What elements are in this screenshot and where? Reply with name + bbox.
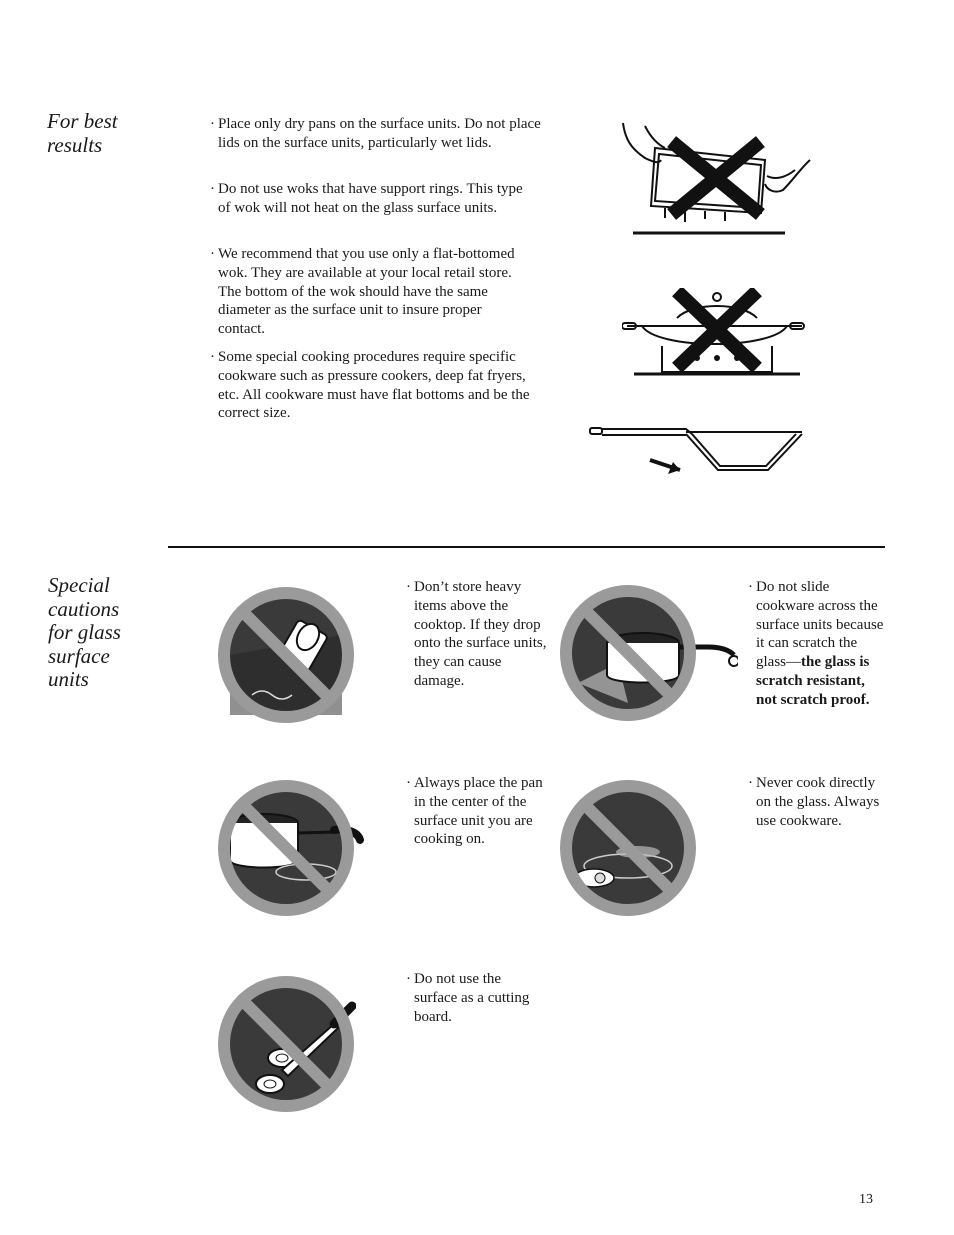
bullet-text: Place only dry pans on the surface units. Do not place lids on the surface units, particularly wet lids. xyxy=(218,116,541,151)
bullet-woks-rings: · Do not use woks that have support rings. This type of wok will not heat on the glass surface units. xyxy=(210,181,523,216)
bullet-text: Some special cooking procedures require specific cookware such as pressure cookers, deep fat fryers, etc. All cookware must have flat bottoms and be the correct size. xyxy=(218,349,530,422)
wet-pan-illustration xyxy=(615,118,820,240)
section-divider xyxy=(168,546,885,548)
no-cutting-board-icon xyxy=(216,974,356,1114)
caution-text: Do not slide cookware across the surface units because it can scratch the glass— xyxy=(756,579,884,671)
bullet-text: We recommend that you use only a flat-bottomed wok. They are available at your local retail store. The bottom of the wok should have the same diameter as the surface unit to insure proper contact. xyxy=(218,246,515,338)
caution-emphasis: the glass is scratch resistant, not scratch proof. xyxy=(756,654,870,708)
no-heavy-items-icon xyxy=(216,585,356,725)
flat-wok-illustration xyxy=(588,420,806,478)
heading-line: results xyxy=(47,132,103,157)
bullet-flat-wok: · We recommend that you use only a flat-bottomed wok. They are available at your local retail store. The bottom of the wok should have the same diameter as the surface unit to insure proper contact. xyxy=(210,246,515,338)
caution-cutting-board: · Do not use the surface as a cutting board. xyxy=(406,971,530,1025)
caution-center-pan: · Always place the pan in the center of the surface unit you are cooking on. xyxy=(406,775,543,848)
heading-line: units xyxy=(48,667,89,691)
bullet-special-cookware: · Some special cooking procedures require specific cookware such as pressure cookers, deep fat fryers, etc. All cookware must have flat bottoms and be the correct size. xyxy=(210,349,530,422)
heading-line: surface xyxy=(48,643,110,668)
caution-text: Do not use the surface as a cutting board. xyxy=(414,971,530,1025)
bullet-dry-pans: · Place only dry pans on the surface units. Do not place lids on the surface units, particularly wet lids. xyxy=(210,116,541,151)
bullet-text: Do not use woks that have support rings. This type of wok will not heat on the glass surface units. xyxy=(218,181,523,216)
caution-no-sliding: · Do not slide cookware across the surface units because it can scratch the glass—the glass is scratch resistant, not scratch proof. xyxy=(748,579,884,708)
caution-heavy-items: · Don’t store heavy items above the cooktop. If they drop onto the surface units, they can cause damage. xyxy=(406,579,547,689)
caution-text: Don’t store heavy items above the cooktop. If they drop onto the surface units, they can cause damage. xyxy=(414,579,547,689)
no-sliding-icon xyxy=(558,583,738,723)
section-heading-best-results xyxy=(47,110,118,157)
heading-line: for glass xyxy=(48,620,121,644)
page-number: 13 xyxy=(859,1192,873,1207)
ring-wok-illustration xyxy=(622,288,812,380)
heading-line: cautions xyxy=(48,596,120,621)
caution-text: Never cook directly on the glass. Always use cookware. xyxy=(756,775,880,829)
heading-line: For best xyxy=(47,109,118,133)
caution-direct-cooking: · Never cook directly on the glass. Always use cookware. xyxy=(748,775,880,829)
section-heading-special-cautions xyxy=(48,574,121,692)
center-pan-icon xyxy=(216,778,366,918)
caution-text: Always place the pan in the center of the surface unit you are cooking on. xyxy=(414,775,543,848)
heading-line: Special xyxy=(48,573,110,597)
no-direct-cooking-icon xyxy=(558,778,698,918)
